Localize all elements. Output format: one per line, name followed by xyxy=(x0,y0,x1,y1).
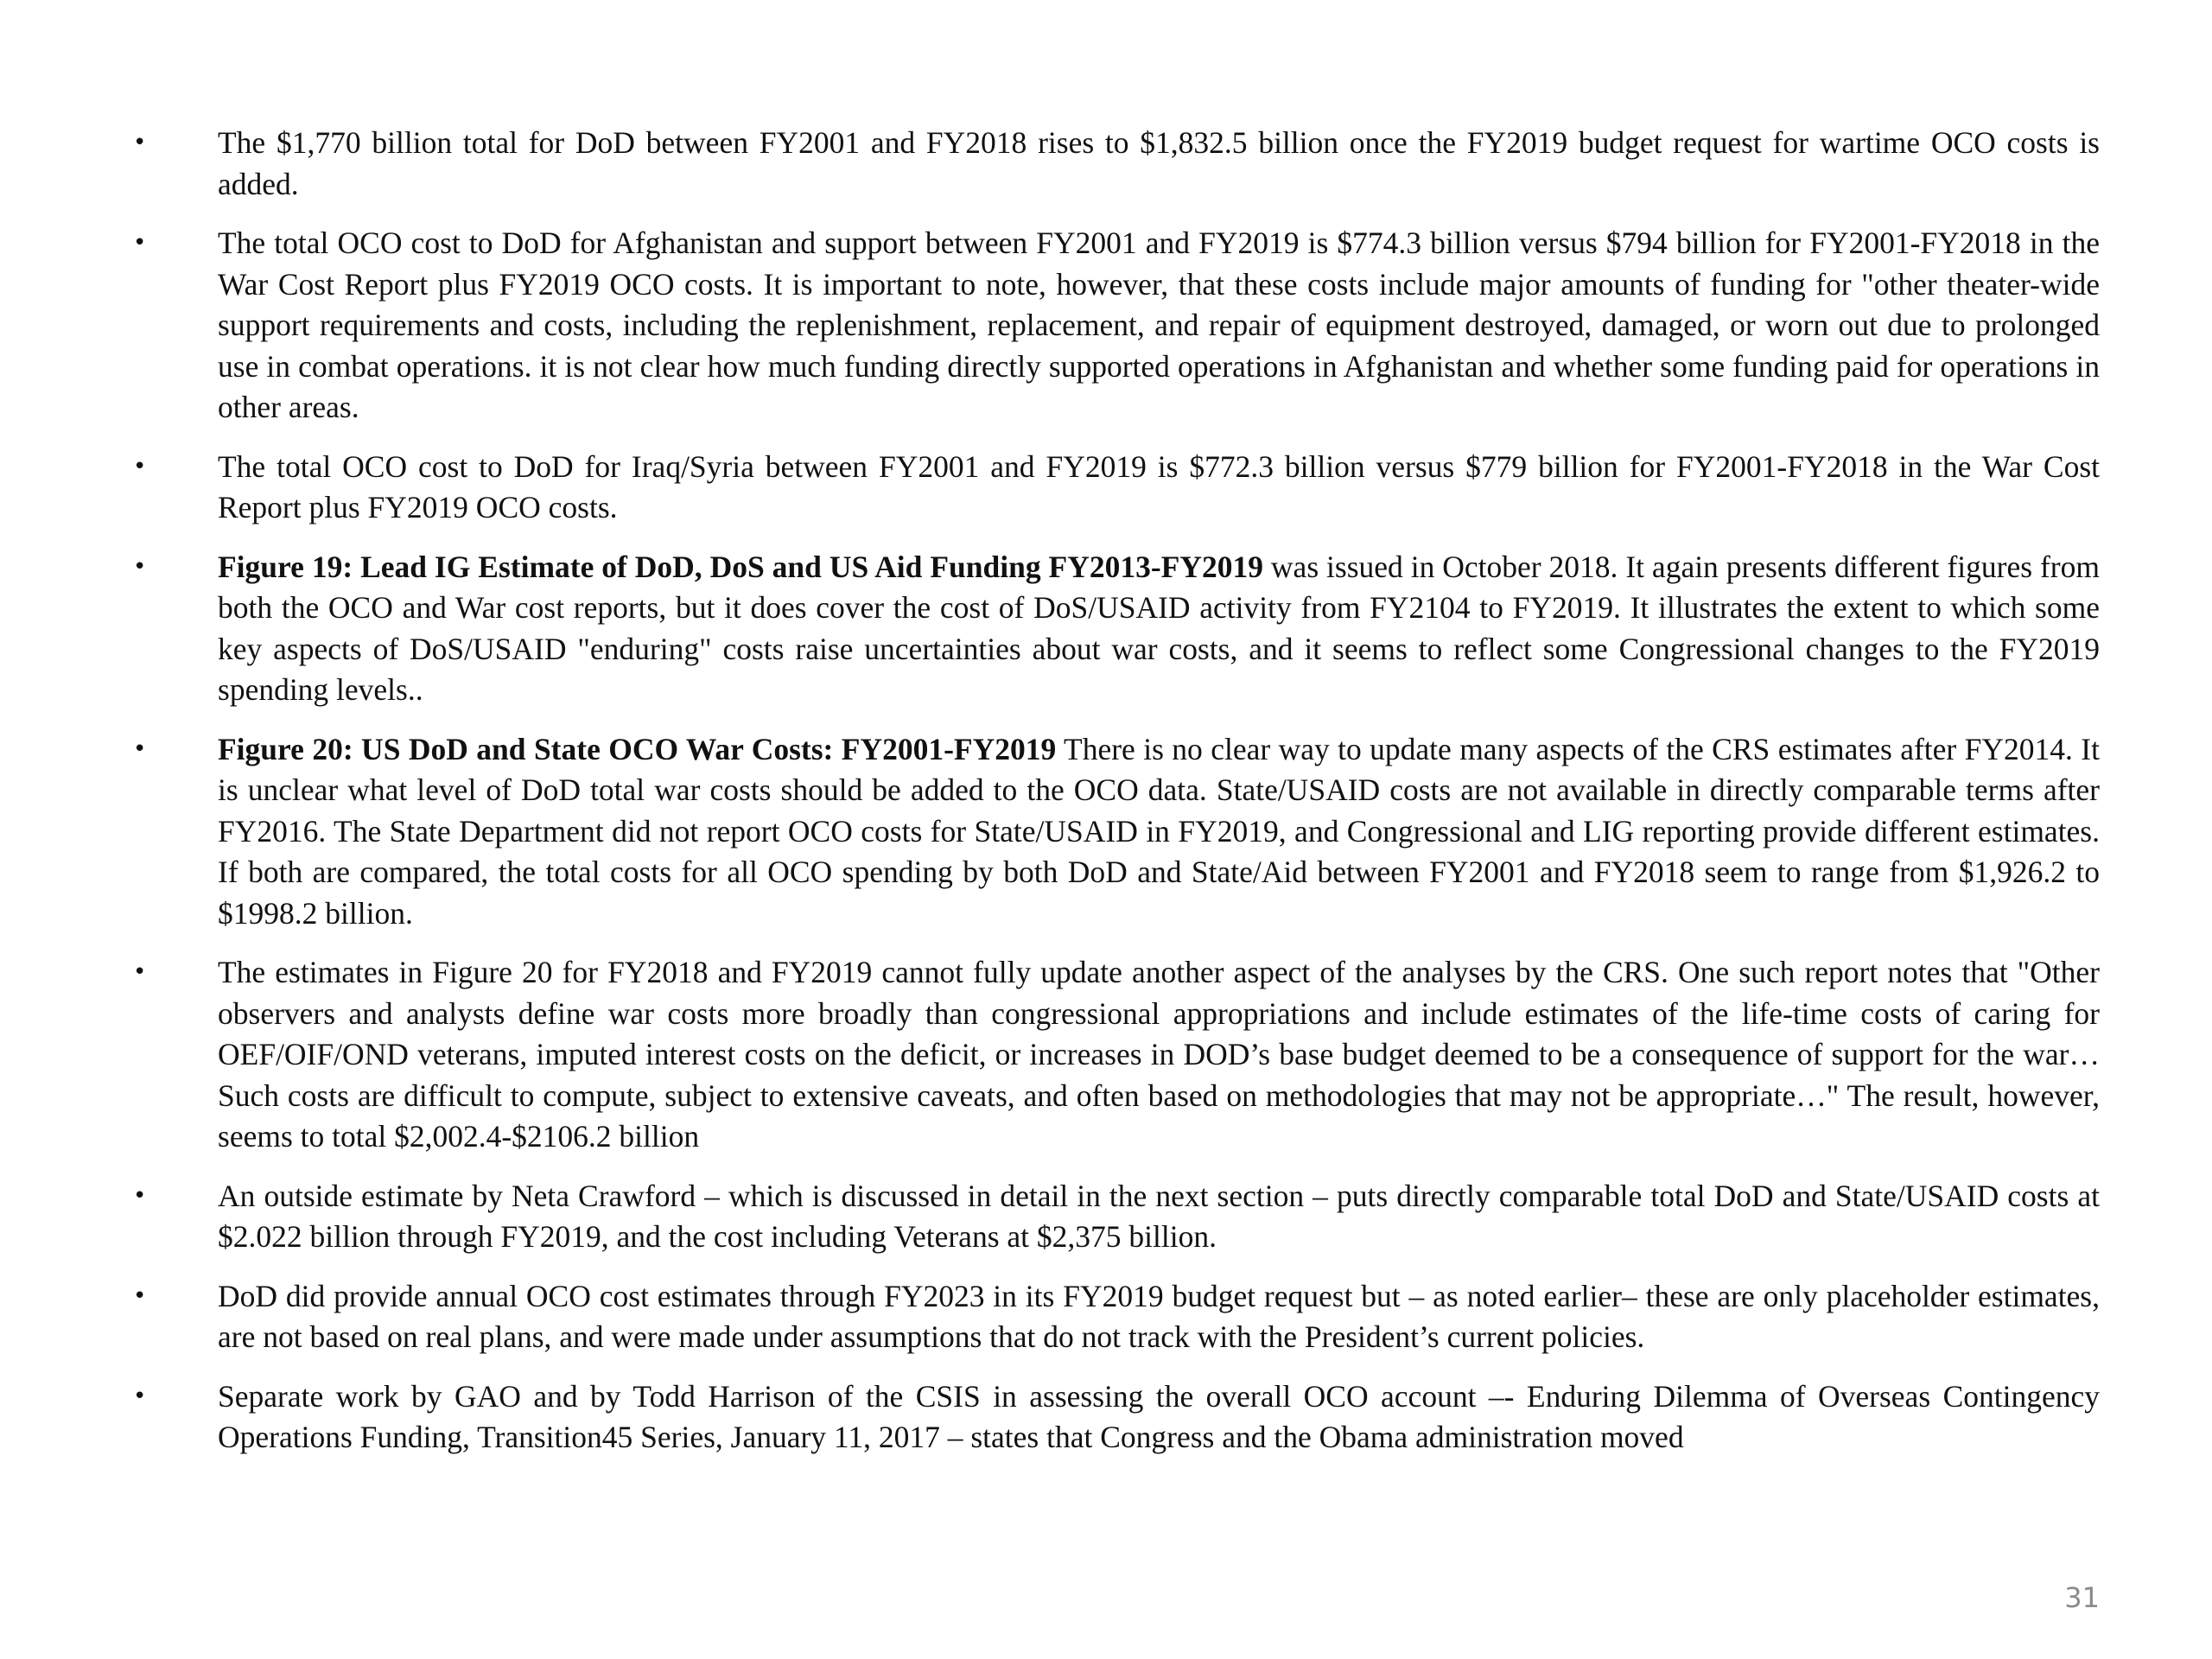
bullet-item-fy2019-total xyxy=(130,123,2100,205)
bullet-text: There is no clear way to update many aspects of the CRS estimates after FY2014. It is unclear what level of DoD total war costs should be added to the OCO data. State/USAID costs are not available in directly comparable terms after FY2016. The State Department did not report OCO costs for State/USAID in FY2019, and Congressional and LIG reporting provide different estimates. If both are compared, the total costs for all OCO spending by both DoD and State/Aid between FY2001 and FY2018 seem to range from $1,926.2 to $1998.2 billion. xyxy=(218,731,2100,931)
bullet-item-crs-estimates xyxy=(130,952,2100,1158)
page-number: 31 xyxy=(2064,1581,2100,1614)
bullet-item-gao-csis xyxy=(130,1376,2100,1459)
bullet-marker: • xyxy=(133,1382,147,1409)
figure-reference: Figure 19: Lead IG Estimate of DoD, DoS and US Aid Funding FY2013-FY2019 xyxy=(218,549,1263,584)
bullet-item-iraq-syria xyxy=(130,447,2100,529)
bullet-marker: • xyxy=(133,453,147,480)
bullet-marker: • xyxy=(133,230,147,256)
bullet-text: Separate work by GAO and by Todd Harrison of the CSIS in assessing the overall OCO account –- Enduring Dilemma of Overseas Contingency Operations Funding, Transition45 Series, January 11, 2017 – states that Congress and the Obama administration moved xyxy=(218,1378,2100,1454)
bullet-text: The total OCO cost to DoD for Iraq/Syria between FY2001 and FY2019 is $772.3 billion versus $779 billion for FY2001-FY2018 in the War Cost Report plus FY2019 OCO costs. xyxy=(218,448,2100,524)
bullet-item-figure-19 xyxy=(130,547,2100,711)
bullet-text: An outside estimate by Neta Crawford – which is discussed in detail in the next section – puts directly comparable total DoD and State/USAID costs at $2.022 billion through FY2019, and the cost including Veterans at $2,375 billion. xyxy=(218,1178,2100,1254)
bullet-marker: • xyxy=(133,1282,147,1309)
bullet-item-crawford-estimate xyxy=(130,1176,2100,1258)
bullet-item-afghanistan xyxy=(130,223,2100,429)
bullet-item-placeholder-estimates xyxy=(130,1276,2100,1358)
bullet-marker: • xyxy=(133,553,147,580)
bullet-marker: • xyxy=(133,130,147,156)
figure-reference: Figure 20: US DoD and State OCO War Costs: FY2001-FY2019 xyxy=(218,731,1057,766)
bullet-marker: • xyxy=(133,959,147,985)
bullet-item-figure-20 xyxy=(130,729,2100,935)
bullet-list xyxy=(130,123,2100,1477)
bullet-marker: • xyxy=(133,735,147,762)
bullet-marker: • xyxy=(133,1182,147,1209)
bullet-text: was issued in October 2018. It again presents different figures from both the OCO and War cost reports, but it does cover the cost of DoS/USAID activity from FY2104 to FY2019. It illustrates the extent to which some key aspects of DoS/USAID "enduring" costs raise uncertainties about war costs, and it seems to reflect some Congressional changes to the FY2019 spending levels.. xyxy=(218,549,2100,707)
bullet-text: The estimates in Figure 20 for FY2018 and FY2019 cannot fully update another aspect of the analyses by the CRS. One such report notes that "Other observers and analysts define war costs more broadly than congressional appropriations and include estimates of the life-time costs of caring for OEF/OIF/OND veterans, imputed interest costs on the deficit, or increases in DOD’s base budget deemed to be a consequence of support for the war…Such costs are difficult to compute, subject to extensive caveats, and often based on methodologies that may not be appropriate…" The result, however, seems to total $2,002.4-$2106.2 billion xyxy=(218,955,2100,1154)
bullet-text: The total OCO cost to DoD for Afghanistan and support between FY2001 and FY2019 is $774.3 billion versus $794 billion for FY2001-FY2018 in the War Cost Report plus FY2019 OCO costs. It is important to note, however, that these costs include major amounts of funding for "other theater-wide support requirements and costs, including the replenishment, replacement, and repair of equipment destroyed, damaged, or worn out due to prolonged use in combat operations. it is not clear how much funding directly supported operations in Afghanistan and whether some funding paid for operations in other areas. xyxy=(218,226,2100,424)
bullet-text: DoD did provide annual OCO cost estimates through FY2023 in its FY2019 budget request but – as noted earlier– these are only placeholder estimates, are not based on real plans, and were made under assumptions that do not track with the President’s current policies. xyxy=(218,1278,2100,1354)
bullet-text: The $1,770 billion total for DoD between FY2001 and FY2018 rises to $1,832.5 billion once the FY2019 budget request for wartime OCO costs is added. xyxy=(218,125,2100,201)
